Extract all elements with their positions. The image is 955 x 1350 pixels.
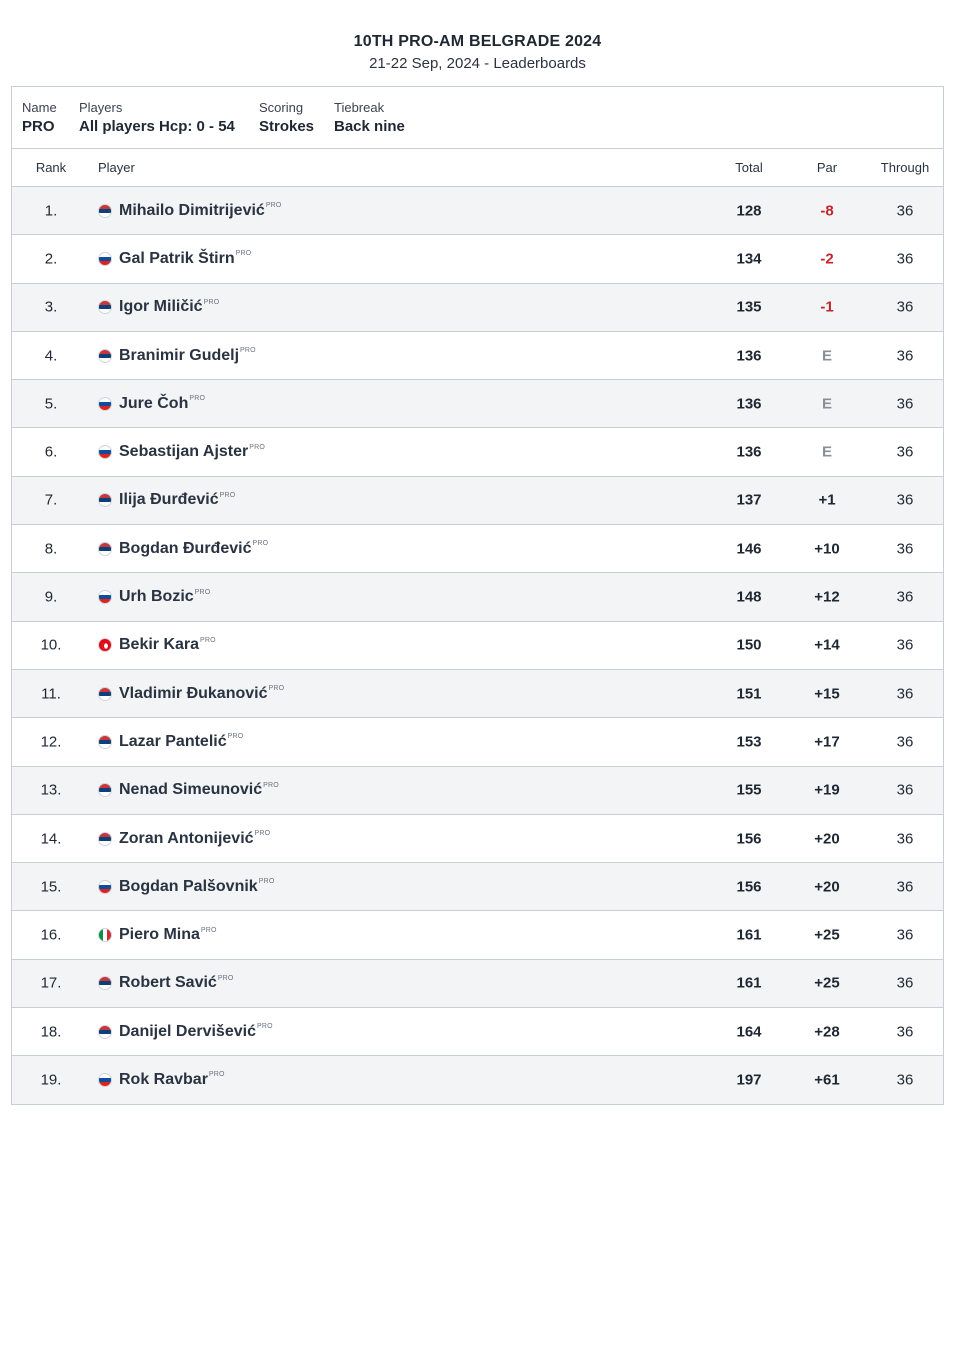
through-cell: 36 bbox=[896, 781, 914, 799]
player-name[interactable]: Lazar Pantelić bbox=[119, 732, 227, 750]
table-row[interactable] bbox=[12, 911, 943, 959]
flag-icon bbox=[98, 832, 112, 846]
through-cell: 36 bbox=[896, 347, 914, 365]
table-row[interactable] bbox=[12, 1056, 943, 1103]
rank-cell: 6. bbox=[44, 443, 58, 461]
through-cell: 36 bbox=[896, 878, 914, 896]
pro-badge: PRO bbox=[256, 1023, 273, 1031]
par-cell: +15 bbox=[814, 685, 840, 703]
meta-value: Back nine bbox=[334, 118, 405, 135]
column-header-through: Through bbox=[880, 160, 930, 175]
total-cell: 136 bbox=[736, 443, 762, 461]
total-cell: 155 bbox=[736, 781, 762, 799]
total-cell: 148 bbox=[736, 588, 762, 606]
through-cell: 36 bbox=[896, 974, 914, 992]
flag-icon bbox=[98, 493, 112, 507]
column-header-total: Total bbox=[735, 160, 763, 175]
flag-icon bbox=[98, 590, 112, 604]
player-cell bbox=[98, 395, 205, 413]
player-cell bbox=[98, 1023, 273, 1041]
table-row[interactable] bbox=[12, 815, 943, 863]
player-cell bbox=[98, 540, 268, 558]
rank-cell: 16. bbox=[40, 926, 62, 944]
column-header-player: Player bbox=[98, 160, 135, 175]
flag-icon bbox=[98, 397, 112, 411]
par-cell: E bbox=[821, 395, 832, 413]
table-row[interactable] bbox=[12, 332, 943, 380]
total-cell: 128 bbox=[736, 202, 762, 220]
rank-cell: 18. bbox=[40, 1023, 62, 1041]
rank-cell: 14. bbox=[40, 830, 62, 847]
pro-badge: PRO bbox=[240, 347, 256, 355]
player-name[interactable]: Piero Mina bbox=[119, 926, 200, 944]
flag-icon bbox=[98, 300, 112, 314]
par-cell: +17 bbox=[814, 733, 840, 751]
through-cell: 36 bbox=[896, 1071, 914, 1089]
total-cell: 150 bbox=[736, 636, 762, 654]
rank-cell: 11. bbox=[41, 685, 61, 703]
flag-icon bbox=[98, 1073, 112, 1087]
column-header-row bbox=[12, 149, 943, 187]
pro-badge: PRO bbox=[189, 395, 206, 403]
table-row[interactable] bbox=[12, 1008, 943, 1056]
flag-icon bbox=[98, 880, 112, 894]
rank-cell: 12. bbox=[40, 733, 62, 751]
pro-badge: PRO bbox=[249, 443, 266, 451]
pro-badge: PRO bbox=[227, 733, 244, 741]
through-cell: 36 bbox=[896, 443, 914, 461]
par-cell: +10 bbox=[814, 540, 840, 558]
player-name[interactable]: Sebastijan Ajster bbox=[119, 443, 249, 461]
player-cell bbox=[98, 588, 210, 606]
through-cell: 36 bbox=[896, 733, 914, 751]
player-name[interactable]: Mihailo Dimitrijević bbox=[119, 201, 265, 219]
through-cell: 36 bbox=[896, 250, 914, 268]
table-row[interactable] bbox=[12, 767, 943, 815]
table-row[interactable] bbox=[12, 477, 943, 525]
rank-cell: 15. bbox=[40, 878, 62, 896]
meta-name bbox=[22, 100, 57, 136]
table-row[interactable] bbox=[12, 525, 943, 573]
meta-value: PRO bbox=[22, 118, 55, 135]
total-cell: 136 bbox=[736, 347, 762, 365]
page-title: 10TH PRO-AM BELGRADE 2024 bbox=[353, 33, 602, 50]
total-cell: 134 bbox=[736, 250, 762, 268]
rank-cell: 17. bbox=[40, 974, 62, 992]
player-name[interactable]: Bekir Kara bbox=[119, 636, 200, 654]
table-row[interactable] bbox=[12, 428, 943, 476]
par-cell: +20 bbox=[814, 830, 840, 847]
through-cell: 36 bbox=[896, 395, 914, 413]
total-cell: 164 bbox=[736, 1023, 762, 1041]
player-cell bbox=[98, 830, 270, 848]
table-row[interactable] bbox=[12, 380, 943, 428]
meta-scoring bbox=[259, 100, 314, 136]
table-row[interactable] bbox=[12, 573, 943, 621]
player-cell bbox=[98, 1071, 225, 1089]
par-cell: +1 bbox=[818, 491, 836, 509]
player-name[interactable]: Bogdan Đurđević bbox=[119, 539, 252, 557]
par-cell: +25 bbox=[814, 974, 840, 992]
player-cell bbox=[98, 685, 284, 703]
par-cell: +12 bbox=[814, 588, 840, 606]
pro-badge: PRO bbox=[268, 685, 285, 693]
player-name[interactable]: Zoran Antonijević bbox=[119, 829, 254, 847]
meta-value: Strokes bbox=[259, 118, 315, 135]
table-row[interactable] bbox=[12, 863, 943, 911]
flag-icon bbox=[98, 928, 112, 942]
through-cell: 36 bbox=[896, 588, 914, 606]
total-cell: 156 bbox=[736, 830, 762, 847]
rank-cell: 4. bbox=[44, 347, 58, 365]
player-cell bbox=[98, 926, 217, 944]
pro-badge: PRO bbox=[252, 540, 269, 548]
table-row[interactable] bbox=[12, 187, 943, 235]
rank-cell: 2. bbox=[44, 250, 58, 268]
player-cell bbox=[98, 733, 243, 751]
pro-badge: PRO bbox=[258, 878, 275, 886]
player-name[interactable]: Vladimir Đukanović bbox=[119, 684, 268, 702]
total-cell: 137 bbox=[736, 491, 762, 509]
player-name[interactable]: Ilija Đurđević bbox=[119, 491, 219, 509]
par-cell: +61 bbox=[814, 1071, 840, 1089]
total-cell: 153 bbox=[736, 733, 762, 751]
leaderboard-rows bbox=[12, 187, 943, 1104]
meta-label: Players bbox=[79, 100, 123, 115]
rank-cell: 7. bbox=[44, 491, 58, 509]
player-cell bbox=[98, 250, 251, 268]
par-cell: -2 bbox=[820, 250, 834, 268]
through-cell: 36 bbox=[896, 298, 914, 316]
player-cell bbox=[98, 202, 282, 220]
flag-icon bbox=[98, 638, 112, 652]
flag-icon bbox=[98, 204, 112, 218]
column-header-rank: Rank bbox=[35, 160, 67, 175]
flag-icon bbox=[98, 542, 112, 556]
pro-badge: PRO bbox=[219, 491, 236, 499]
player-name[interactable]: Rok Ravbar bbox=[119, 1070, 208, 1088]
pro-badge: PRO bbox=[263, 781, 279, 789]
flag-icon bbox=[98, 1025, 112, 1039]
player-name[interactable]: Igor Miličić bbox=[119, 298, 203, 316]
flag-icon bbox=[98, 735, 112, 749]
meta-label: Scoring bbox=[259, 100, 304, 115]
player-cell bbox=[98, 443, 265, 461]
rank-cell: 1. bbox=[44, 202, 58, 220]
par-cell: +20 bbox=[814, 878, 840, 896]
total-cell: 197 bbox=[736, 1071, 762, 1089]
through-cell: 36 bbox=[896, 1023, 914, 1041]
pro-badge: PRO bbox=[235, 250, 252, 258]
leaderboard-meta bbox=[12, 87, 943, 149]
meta-label: Name bbox=[22, 100, 57, 115]
table-row[interactable] bbox=[12, 235, 943, 283]
player-name[interactable]: Robert Savić bbox=[119, 974, 217, 992]
table-row[interactable] bbox=[12, 670, 943, 718]
rank-cell: 13. bbox=[40, 781, 62, 799]
table-row[interactable] bbox=[12, 284, 943, 332]
through-cell: 36 bbox=[896, 202, 914, 220]
total-cell: 136 bbox=[736, 395, 762, 413]
pro-badge: PRO bbox=[254, 830, 271, 837]
table-row[interactable] bbox=[12, 718, 943, 766]
par-cell: +14 bbox=[814, 636, 840, 654]
flag-icon bbox=[98, 349, 112, 363]
meta-players bbox=[79, 100, 235, 136]
player-cell bbox=[98, 347, 256, 365]
par-cell: +25 bbox=[814, 926, 840, 944]
player-cell bbox=[98, 636, 216, 654]
total-cell: 146 bbox=[736, 540, 762, 558]
total-cell: 156 bbox=[736, 878, 762, 896]
player-name[interactable]: Jure Čoh bbox=[119, 394, 189, 412]
through-cell: 36 bbox=[896, 491, 914, 509]
page-subtitle: 21-22 Sep, 2024 - Leaderboards bbox=[369, 55, 586, 72]
pro-badge: PRO bbox=[208, 1071, 225, 1079]
table-row[interactable] bbox=[12, 960, 943, 1008]
through-cell: 36 bbox=[896, 685, 914, 703]
pro-badge: PRO bbox=[194, 588, 211, 596]
page-header bbox=[0, 32, 955, 74]
pro-badge: PRO bbox=[203, 298, 220, 306]
flag-icon bbox=[98, 783, 112, 797]
rank-cell: 9. bbox=[44, 588, 58, 606]
total-cell: 135 bbox=[736, 298, 762, 316]
meta-label: Tiebreak bbox=[334, 100, 385, 115]
player-cell bbox=[98, 298, 219, 316]
pro-badge: PRO bbox=[200, 926, 217, 934]
player-cell bbox=[98, 781, 279, 799]
meta-tiebreak bbox=[334, 100, 405, 136]
player-name[interactable]: Nenad Simeunović bbox=[119, 781, 263, 799]
flag-icon bbox=[98, 976, 112, 990]
par-cell: +28 bbox=[814, 1023, 840, 1041]
through-cell: 36 bbox=[896, 926, 914, 944]
pro-badge: PRO bbox=[265, 202, 282, 210]
player-name[interactable]: Gal Patrik Štirn bbox=[119, 249, 235, 267]
par-cell: +19 bbox=[814, 781, 840, 799]
flag-icon bbox=[98, 252, 112, 266]
rank-cell: 3. bbox=[44, 298, 58, 316]
pro-badge: PRO bbox=[200, 636, 216, 644]
player-cell bbox=[98, 491, 235, 509]
player-cell bbox=[98, 878, 274, 896]
player-cell bbox=[98, 974, 234, 992]
par-cell: -1 bbox=[820, 298, 834, 316]
par-cell: E bbox=[821, 347, 832, 365]
through-cell: 36 bbox=[896, 830, 914, 847]
flag-icon bbox=[98, 687, 112, 701]
par-cell: E bbox=[821, 443, 832, 461]
rank-cell: 5. bbox=[44, 395, 58, 413]
rank-cell: 10. bbox=[40, 636, 62, 654]
column-header-par: Par bbox=[816, 160, 838, 175]
player-name[interactable]: Branimir Gudelj bbox=[119, 346, 240, 364]
rank-cell: 8. bbox=[44, 540, 58, 558]
through-cell: 36 bbox=[896, 540, 914, 558]
pro-badge: PRO bbox=[217, 974, 234, 982]
table-row[interactable] bbox=[12, 622, 943, 670]
flag-icon bbox=[98, 445, 112, 459]
rank-cell: 19. bbox=[40, 1071, 62, 1089]
leaderboard bbox=[11, 86, 944, 1105]
player-name[interactable]: Urh Bozic bbox=[119, 588, 194, 606]
total-cell: 161 bbox=[736, 974, 762, 992]
player-name[interactable]: Danijel Dervišević bbox=[119, 1022, 256, 1040]
total-cell: 161 bbox=[736, 926, 762, 944]
through-cell: 36 bbox=[896, 636, 914, 654]
player-name[interactable]: Bogdan Palšovnik bbox=[119, 877, 258, 895]
par-cell: -8 bbox=[820, 202, 834, 220]
meta-value: All players Hcp: 0 - 54 bbox=[79, 118, 235, 135]
total-cell: 151 bbox=[736, 685, 762, 703]
